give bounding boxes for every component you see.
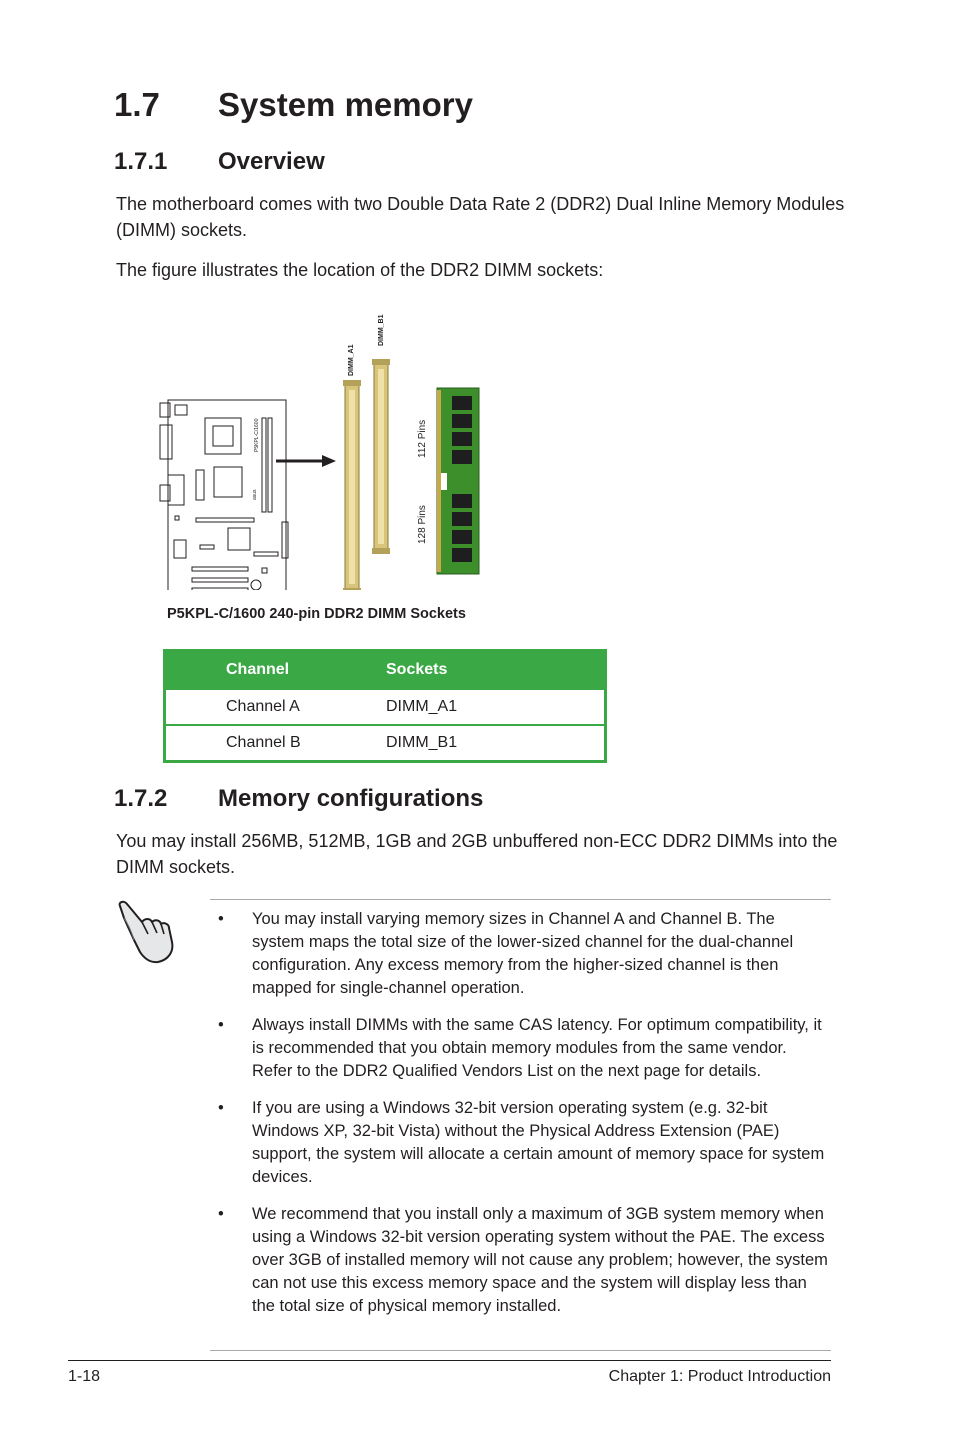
pointer-arrow [276, 455, 336, 467]
overview-title: Overview [218, 148, 325, 175]
slot-b1-label: DIMM_B1 [378, 314, 385, 346]
overview-paragraph-2: The figure illustrates the location of the DDR2 DIMM sockets: [116, 260, 604, 280]
overview-paragraph-1: The motherboard comes with two Double Data Rate 2 (DDR2) Dual Inline Memory Modules (DIMM) sockets. [116, 194, 845, 240]
memory-config-heading [114, 785, 483, 813]
note-text: We recommend that you install only a maximum of 3GB system memory when using a Windows 32-bit version operating system without the PAE. The excess over 3GB of installed memory will not cause any problem; however, the system can not use this excess memory space and the system will display less than the total size of physical memory installed. [252, 1205, 828, 1315]
bullet: • [218, 910, 224, 928]
page-number: 1-18 [68, 1368, 101, 1385]
brand-logo: asus [252, 489, 258, 500]
note-bottom-rule [210, 1350, 831, 1351]
table-cell-socket: DIMM_A1 [386, 689, 606, 725]
list-item [212, 1097, 828, 1189]
table-row [165, 725, 606, 762]
hand-pointing-icon [112, 896, 182, 968]
table-cell-channel: Channel A [165, 689, 387, 725]
table-header-channel: Channel [165, 651, 387, 690]
chapter-title: Chapter 1: Product Introduction [608, 1368, 831, 1385]
pins-top-label: 112 Pins [417, 419, 428, 458]
table-cell-socket: DIMM_B1 [386, 725, 606, 762]
board-label: P5KPL-C/1600 [254, 418, 260, 452]
overview-number: 1.7.1 [114, 148, 168, 175]
bullet: • [218, 1099, 224, 1117]
list-item [212, 1014, 828, 1083]
note-text: You may install varying memory sizes in Channel A and Channel B. The system maps the total size of the lower-sized channel for the dual-channel configuration. Any excess memory from the higher-sized channel is then mapped for single-channel operation. [252, 910, 794, 997]
section-title-text: System memory [218, 86, 473, 123]
note-list [212, 908, 828, 1332]
table-header-sockets: Sockets [386, 651, 606, 690]
footer-rule [68, 1360, 831, 1361]
motherboard-diagram [160, 400, 288, 590]
figure-caption: P5KPL-C/1600 240-pin DDR2 DIMM Sockets [167, 606, 466, 622]
section-number: 1.7 [114, 86, 160, 123]
table-header-row [165, 651, 606, 690]
memory-config-number: 1.7.2 [114, 785, 168, 812]
bullet: • [218, 1016, 224, 1034]
table-row [165, 689, 606, 725]
memory-config-paragraph: You may install 256MB, 512MB, 1GB and 2GB unbuffered non-ECC DDR2 DIMMs into the DIMM sockets. [116, 831, 838, 877]
dimm-module [437, 388, 479, 574]
note-top-rule [210, 899, 831, 900]
list-item [212, 1203, 828, 1318]
note-text: Always install DIMMs with the same CAS latency. For optimum compatibility, it is recommended that you obtain memory modules from the same vendor. Refer to the DDR2 Qualified Vendors List on the next page for details. [252, 1016, 822, 1080]
dimm-socket-figure [150, 300, 500, 590]
note-text: If you are using a Windows 32-bit version operating system (e.g. 32-bit Windows XP, 32-bit Vista) without the Physical Address Extension (PAE) support, the system will allocate a certain amount of memory space for system devices. [252, 1099, 825, 1186]
dimm-slot-b1 [372, 359, 390, 554]
pins-bottom-label: 128 Pins [417, 505, 428, 544]
section-title [114, 86, 473, 124]
slot-a1-label: DIMM_A1 [348, 344, 355, 376]
dimm-slot-a1 [343, 380, 361, 590]
memory-config-title: Memory configurations [218, 785, 484, 812]
overview-heading [114, 148, 325, 176]
list-item [212, 908, 828, 1000]
table-cell-channel: Channel B [165, 725, 387, 762]
bullet: • [218, 1205, 224, 1223]
socket-table [163, 649, 607, 763]
